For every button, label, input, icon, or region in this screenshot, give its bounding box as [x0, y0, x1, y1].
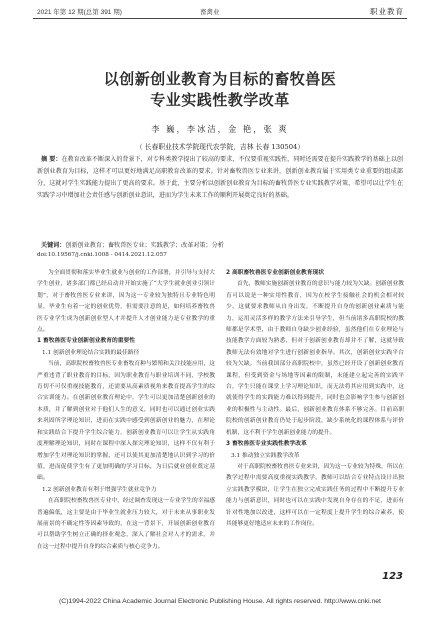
doi-line: doi:10.19567/j.cnki.1008 - 0414.2021.12.057 [37, 252, 167, 258]
body-paragraph: 首先，教师实施创新创业教育的意识与能力较为欠缺。创新创业教育可以说是一种实用性教育，因为在校学生接触社会的机会相对较少，这就要求教师从自身出发，不断提升自身的创新创业素质与能力，运用灵活多样的教学方法来引导学生，但当前诸多高职院校的教师都是学术型，由于教师自身缺少创业经验，虽然他们在专业理论与技能教学方面较为熟悉，但对于创新创业教育却并不了解，这就导致教师无法有效地对学生进行创新创业指导。其次，创新创业实践平台较为欠缺。当前我国部分高职院校中，虽然已经开设了创新创业教育课程，但受到资金与场地等因素的限制，未能建立起完善的实践平台，学生只能在课堂上学习理论知识，而无法将其应用到实践中，这就使得学生的实践能力难以得到提升，同时也会影响学生参与创新创业的积极性与主动性。最后，创新创业教育体系不够完善。目前高职院校的创新创业教育仍处于起步阶段，缺少系统化的课程体系与评价机制，这不利于学生创新创业能力的提升。 [226, 281, 404, 436]
page-number: 123 [382, 571, 403, 582]
journal-name: 畜禽业 [200, 9, 220, 16]
section-heading: 1.2 创新创业教育有利于增强学生就业竞争力 [42, 486, 157, 493]
running-header [0, 0, 440, 26]
section-name: 职业教育 [370, 7, 404, 16]
article-title-line-1: 以创新创业教育为目标的畜牧兽医 [103, 70, 337, 88]
abstract [37, 154, 403, 202]
keywords-text: 创新创业教育；畜牧兽医专业；实践教学；改革对策；分析 [65, 242, 224, 249]
section-heading: 2 高职畜牧兽医专业创新创业教育现状 [226, 270, 325, 276]
article-title-line-2: 专业实践性教学改革 [150, 91, 290, 109]
body-paragraph: 为全面贯彻和落实毕业生就业与创业的工作部署，并引导与支持大学生创业，诸多部门都已经启动并开始实施了“大学生就业创业引领计划”，对于畜牧兽医专业来讲，因为这一专业较为独特且专业特色明显，毕业生有着一定的创业优势，但需要注意的是，如何培养畜牧兽医专业学生成为创新创业型人才并提升人才创业能力是专业教学的重点。 [37, 270, 215, 334]
left-column [37, 268, 215, 553]
keywords-label: 关键词： [41, 242, 66, 249]
header-rule [33, 18, 407, 19]
body-paragraph: 当前，高职院校畜牧兽医专业畜牧育种与繁殖和关注技能应用，这严重违背了职业教育的目标，因为职业教育与职业培训不同，学校教育切不可仅重视技能教育，还需要从高素质视角来教育提高学生的综合实训能力。在创新创业教育理论中，学生可以更加清楚创新创业的本质，并了解到创业对于他们人生的意义，同时也可以通过创业实践来巩固所学理论知识，进而在实践中感受到创新创业的魅力，在理论和实践结合下提升学生综合能力，创新创业教育可以让学生从实践角度理解理论知识，同时在课程中深入探究理论知识，这样不仅有利于增加学生对理论知识的掌握，还可以使其更加清楚地认识到学习的价值，进而促使学生有了更加明确的学习目标，为日后就业创业奠定基础。 [37, 361, 215, 482]
section-heading: 3.1 推动独立实践教学改革 [231, 452, 300, 459]
keywords [41, 240, 403, 249]
issue-info: 2021 年第 12 期(总第 391 期) [37, 9, 122, 16]
abstract-text: 在教育改革不断深入的背景下，对专科类教学提出了较高的要求，不仅要重视实践性，同时还需要在提升实践教学的基础上以创新创业教育为目标，这样才可以更好地满足高职教育改革的要求。针对畜牧兽医专业来讲，创新创业教育属于实用类专业重要的组成部分，这就对学生实践能力提出了更高的要求。基于此，主要分析以创新创业教育为目标的畜牧兽医专业实践教学对策，希望可以让学生在实践学习中增加社会责任感与创新创业意识，进而为学生未来工作的顺利开展奠定良好的基础。 [37, 156, 404, 200]
right-column [226, 268, 404, 530]
body-paragraph: 对于高职院校畜牧兽医专业来讲，因为这一专业较为特殊，所以在教学过程中需要高度重视实践教学，教师可以结合专业特点设计出独立实践教学模块，让学生在独立完成实践任务的过程中不断提升专业能力与创新意识，同时也可以在实践中发现自身存在的不足，进而有针对性地加以改进，这样可以在一定程度上提升学生的综合素养，使其能够更好地适应未来的工作岗位。 [226, 463, 404, 527]
copyright-footer: (C)1994-2022 China Academic Journal Electronic Publishing House. All rights reserved. http://www.cnki.net [59, 598, 381, 605]
affiliation: （ 长春职业技术学院现代农学院，吉林 长春 130504） [135, 143, 305, 151]
section-heading: 3 畜牧兽医专业实践性教学改革 [226, 441, 307, 448]
abstract-label: 摘 要： [41, 156, 62, 163]
body-paragraph: 在高职院校畜牧兽医专业中，经过调查发现这一专业学生的幸福感普遍偏低，这主要是由于毕业生就业压力较大，对于未来从事职业发展前景的不确定性等因素导致的，在这一背景下，开展创新创业教育可以帮助学生树立正确的择业观念，深入了解社会对人才的需求，并在这一过程中提升自身的综合素质与核心竞争力。 [37, 498, 215, 550]
section-heading: 1 畜牧兽医专业创新创业教育的重要性 [37, 338, 136, 345]
section-heading: 1.1 创新创业理论结合实践的最佳路径 [42, 349, 140, 356]
authors: 李 巍，李冰洁，金 艳，张 爽 [151, 124, 289, 134]
